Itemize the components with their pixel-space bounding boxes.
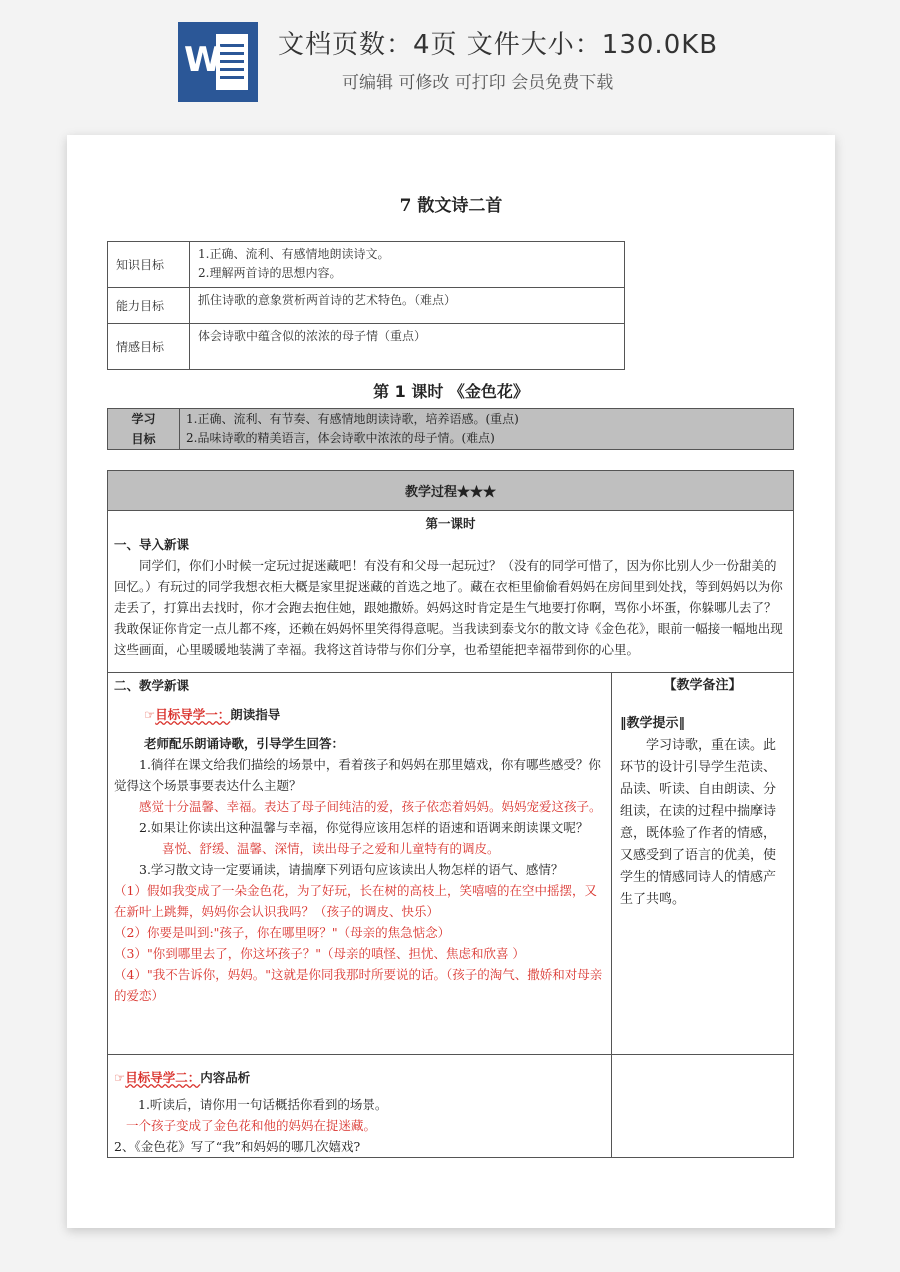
study-goal-label: 学习 目标	[108, 409, 180, 450]
goal-guide-2: ☞目标导学二：内容品析	[114, 1070, 251, 1085]
objective-label: 能力目标	[108, 288, 190, 324]
question-5: 2、《金色花》写了“我”和妈妈的哪几次嬉戏?	[114, 1139, 361, 1154]
reading-2: （2）你要是叫到:"孩子，你在哪里呀？"（母亲的焦急惦念）	[114, 925, 451, 940]
objective-label: 知识目标	[108, 242, 190, 288]
empty-notes-cell	[612, 1055, 794, 1158]
word-logo-letter: W	[184, 40, 222, 80]
answer-4: 一个孩子变成了金色花和他的妈妈在捉迷藏。	[126, 1118, 377, 1133]
intro-heading: 一、导入新课	[114, 537, 190, 552]
first-period-label: 第一课时	[425, 516, 476, 531]
notes-heading: 【教学备注】	[663, 678, 742, 693]
teacher-instruction: 老师配乐朗诵诗歌，引导学生回答：	[144, 736, 345, 751]
reading-4: （4）"我不告诉你，妈妈。"这就是你同我那时所要说的话。（孩子的淘气、撒娇和对母亲的爱恋）	[114, 967, 603, 1003]
new-lesson-heading: 二、教学新课	[114, 678, 190, 693]
pointing-hand-icon: ☞	[144, 707, 156, 722]
objective-value: 1.正确、流利、有感情地朗读诗文。 2.理解两首诗的思想内容。	[190, 242, 625, 288]
new-lesson-section	[108, 673, 612, 1055]
lesson-title: 第 1 课时 《金色花》	[373, 382, 529, 401]
question-3: 3.学习散文诗一定要诵读，请揣摩下列语句应该读出人物怎样的语气、感情？	[139, 862, 564, 877]
question-4: 1.听读后，请你用一句话概括你看到的场景。	[138, 1097, 388, 1112]
intro-text: 同学们，你们小时候一定玩过捉迷藏吧！有没有和父母一起玩过？（没有的同学可惜了，因为你比别人少一份甜美的回忆。）有玩过的同学我想衣柜大概是家里捉迷藏的首选之地了。藏在衣柜里偷偷看妈妈在房间里到处找，等到妈妈以为你走丢了，打算出去找时，你才会跑去抱住她，跟她撒娇。妈妈这时肯定是生气地要打你啊，骂你小坏蛋，你躲哪儿去了？我敢保证你肯定一点儿都不疼，还赖在妈妈怀里笑得得意呢。当我读到泰戈尔的散文诗《金色花》，眼前一幅接一幅地出现这些画面，心里暖暖地装满了幸福。我将这首诗带与你们分享，也希望能把幸福带到你的心里。	[114, 558, 783, 657]
pointing-hand-icon: ☞	[114, 1070, 126, 1085]
process-header: 教学过程★★★	[108, 471, 794, 511]
answer-2: 喜悦、舒缓、温馨、深情，读出母子之爱和儿童特有的调皮。	[162, 841, 500, 856]
reading-1: （1）假如我变成了一朵金色花，为了好玩，长在树的高枝上，笑嘻嘻的在空中摇摆，又在新叶上跳舞，妈妈你会认识我吗？（孩子的调皮、快乐）	[114, 883, 597, 919]
file-info: 文档页数：4页 文件大小：130.0KB	[278, 30, 719, 60]
word-file-icon	[178, 22, 258, 102]
goal-guide-1: ☞目标导学一：朗读指导	[144, 707, 281, 722]
objective-label: 情感目标	[108, 324, 190, 370]
question-2: 2.如果让你读出这种温馨与幸福，你觉得应该用怎样的语速和语调来朗读课文呢？	[139, 820, 589, 835]
objective-value: 体会诗歌中蕴含似的浓浓的母子情（重点）	[190, 324, 625, 370]
study-goal-value: 1.正确、流利、有节奏、有感情地朗读诗歌，培养语感。(重点) 2.品味诗歌的精美语言，体会诗歌中浓浓的母子情。(难点)	[180, 409, 794, 450]
intro-section	[108, 511, 794, 673]
notes-text: 学习诗歌，重在读。此环节的设计引导学生范读、品读、听读、自由朗读、分组读，在读的过程中揣摩诗意，既体验了作者的情感，又感受到了语言的优美，使学生的情感同诗人的情感产生了共鸣。	[620, 738, 777, 907]
objectives-table	[107, 241, 625, 370]
document-title: 7 散文诗二首	[399, 196, 503, 216]
teaching-process-table	[107, 470, 794, 1158]
document-page	[67, 135, 835, 1228]
file-features: 可编辑 可修改 可打印 会员免费下载	[342, 73, 614, 93]
download-banner	[0, 0, 900, 118]
reading-3: （3）"你到哪里去了，你这坏孩子？"（母亲的嗔怪、担忧、焦虑和欣喜 ）	[114, 946, 525, 961]
study-goal-table	[107, 408, 794, 450]
notes-subheading: ‖教学提示‖	[620, 716, 686, 731]
answer-1: 感觉十分温馨、幸福。表达了母子间纯洁的爱，孩子依恋着妈妈。妈妈宠爱这孩子。	[139, 799, 602, 814]
content-analysis-section	[108, 1055, 612, 1158]
question-1: 1.徜徉在课文给我们描绘的场景中，看着孩子和妈妈在那里嬉戏，你有哪些感受？你觉得这个场景事要表达什么主题？	[114, 757, 601, 793]
objective-value: 抓住诗歌的意象赏析两首诗的艺术特色。（难点）	[190, 288, 625, 324]
teaching-notes	[612, 673, 794, 1055]
